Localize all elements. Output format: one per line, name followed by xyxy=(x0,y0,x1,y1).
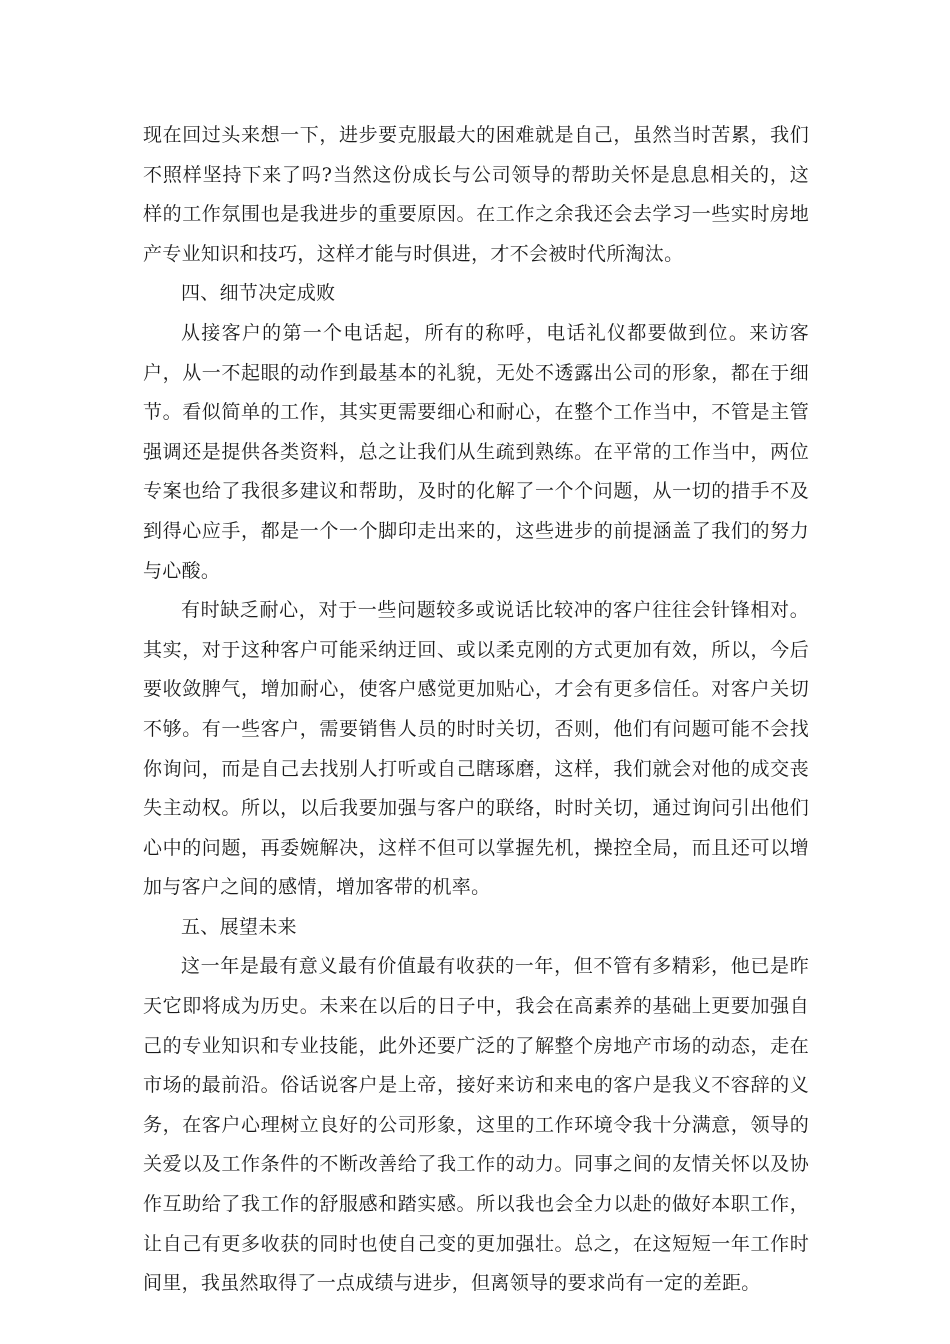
paragraph-details: 从接客户的第一个电话起，所有的称呼，电话礼仪都要做到位。来访客户，从一不起眼的动作到最基本的礼貌，无处不透露出公司的形象，都在于细节。看似简单的工作，其实更需要细心和耐心，在整个工作当中，不管是主管强调还是提供各类资料，总之让我们从生疏到熟练。在平常的工作当中，两位专案也给了我很多建议和帮助，及时的化解了一个个问题，从一切的措手不及到得心应手，都是一个一个脚印走出来的，这些进步的前提涵盖了我们的努力与心酸。 xyxy=(143,321,809,582)
paragraph-reflection: 现在回过头来想一下，进步要克服最大的困难就是自己，虽然当时苦累，我们不照样坚持下来了吗?当然这份成长与公司领导的帮助关怀是息息相关的，这样的工作氛围也是我进步的重要原因。在工作之余我还会去学习一些实时房地产专业知识和技巧，这样才能与时俱进，才不会被时代所淘汰。 xyxy=(143,124,809,265)
paragraph-patience: 有时缺乏耐心，对于一些问题较多或说话比较冲的客户往往会针锋相对。其实，对于这种客户可能采纳迂回、或以柔克刚的方式更加有效，所以，今后要收敛脾气，增加耐心，使客户感觉更加贴心，才会有更多信任。对客户关切不够。有一些客户，需要销售人员的时时关切，否则，他们有问题可能不会找你询问，而是自己去找别人打听或自己瞎琢磨，这样，我们就会对他的成交丧失主动权。所以，以后我要加强与客户的联络，时时关切，通过询问引出他们心中的问题，再委婉解决，这样不但可以掌握先机，操控全局，而且还可以增加与客户之间的感情，增加客带的机率。 xyxy=(143,599,809,899)
document-page xyxy=(143,116,809,1304)
section-heading-details: 四、细节决定成败 xyxy=(181,282,336,305)
paragraph-future: 这一年是最有意义最有价值最有收获的一年，但不管有多精彩，他已是昨天它即将成为历史。未来在以后的日子中，我会在高素养的基础上更要加强自己的专业知识和专业技能，此外还要广泛的了解整个房地产市场的动态，走在市场的最前沿。俗话说客户是上帝，接好来访和来电的客户是我义不容辞的义务，在客户心理树立良好的公司形象，这里的工作环境令我十分满意，领导的关爱以及工作条件的不断改善给了我工作的动力。同事之间的友情关怀以及协作互助给了我工作的舒服感和踏实感。所以我也会全力以赴的做好本职工作，让自己有更多收获的同时也使自己变的更加强壮。总之，在这短短一年工作时间里，我虽然取得了一点成绩与进步，但离领导的要求尚有一定的差距。 xyxy=(143,955,809,1295)
section-heading-future: 五、展望未来 xyxy=(181,915,297,938)
